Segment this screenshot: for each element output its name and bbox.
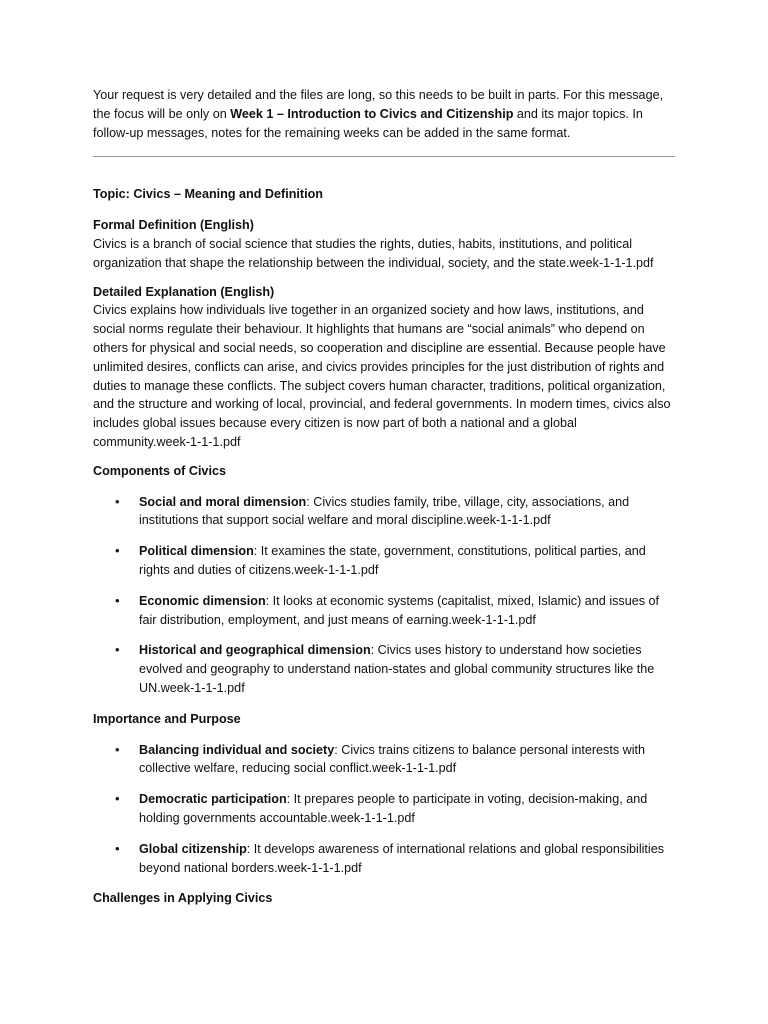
list-item-title: Political dimension xyxy=(139,544,254,559)
list-item-text: : It examines the state, government, constitutions, political parties, and rights and duties of citizens.week-1-1-1.pdf xyxy=(139,544,646,577)
list-item-text: : Civics uses history to understand how societies evolved and geography to understand nation-states and global community structures like the UN.week-1-1-1.pdf xyxy=(139,643,655,695)
list-item xyxy=(93,840,677,878)
list-item-title: Balancing individual and society xyxy=(139,742,335,757)
list-item-text: : Civics studies family, tribe, village, city, associations, and institutions that support social welfare and moral discipline.week-1-1-1.pdf xyxy=(139,494,630,528)
list-item xyxy=(93,741,677,779)
list-item xyxy=(93,641,677,697)
document-content xyxy=(93,86,677,920)
intro-bold-week: Week 1 – Introduction to Civics and Citizenship xyxy=(230,106,514,121)
intro-text-start: Your request is very detailed and the files are long, so this needs to be built in parts. For this message, the focus will be only on xyxy=(93,88,664,121)
formal-definition-section xyxy=(93,216,677,272)
list-item xyxy=(93,592,677,630)
challenges-heading: Challenges in Applying Civics xyxy=(93,891,273,906)
importance-list xyxy=(93,741,677,878)
formal-definition-heading: Formal Definition (English) xyxy=(93,218,254,233)
intro-paragraph xyxy=(93,86,677,142)
topic-heading: Topic: Civics – Meaning and Definition xyxy=(93,187,323,202)
list-item-text: : It prepares people to participate in voting, decision-making, and holding governments accountable.week-1-1-1.pdf xyxy=(139,792,648,825)
components-list xyxy=(93,493,677,698)
list-item xyxy=(93,542,677,580)
list-item-text: : It looks at economic systems (capitalist, mixed, Islamic) and issues of fair distribution, employment, and just means of earning.week-1-1-1.pdf xyxy=(139,593,660,627)
list-item-text: : It develops awareness of international relations and global responsibilities beyond national borders.week-1-1-1.pdf xyxy=(139,841,665,875)
list-item-title: Historical and geographical dimension xyxy=(139,643,371,658)
horizontal-rule xyxy=(93,156,675,157)
list-item-title: Democratic participation xyxy=(139,792,287,807)
list-item-text: : Civics trains citizens to balance personal interests with collective welfare, reducing social conflict.week-1-1-1.pdf xyxy=(139,742,646,776)
detailed-explanation-body: Civics explains how individuals live together in an organized society and how laws, institutions, and social norms regulate their behaviour. It highlights that humans are “social animals” who depend on others for physical and social needs, so cooperation and discipline are essential. Because people have unlimited desires, conflicts can arise, and civics provides principles for the just distribution of rights and duties to manage these conflicts. The subject covers human character, traditions, political organization, and the structure and working of local, provincial, and federal governments. In modern times, civics also includes global issues because every citizen is now part of both a national and a global community.week-1-1-1.pdf xyxy=(93,303,671,449)
components-heading: Components of Civics xyxy=(93,463,226,478)
list-item-title: Global citizenship xyxy=(139,841,247,856)
list-item xyxy=(93,493,677,531)
importance-heading: Importance and Purpose xyxy=(93,711,241,726)
intro-text-end: and its major topics. In follow-up messages, notes for the remaining weeks can be added in the same format. xyxy=(93,106,643,140)
list-item-title: Economic dimension xyxy=(139,593,266,608)
list-item xyxy=(93,790,677,828)
detailed-explanation-heading: Detailed Explanation (English) xyxy=(93,284,275,299)
detailed-explanation-section xyxy=(93,283,677,452)
list-item-title: Social and moral dimension xyxy=(139,494,307,509)
formal-definition-body: Civics is a branch of social science that studies the rights, duties, habits, institutions, and political organization that shape the relationship between the individual, society, and the state.week-1-1-1.pdf xyxy=(93,236,654,270)
